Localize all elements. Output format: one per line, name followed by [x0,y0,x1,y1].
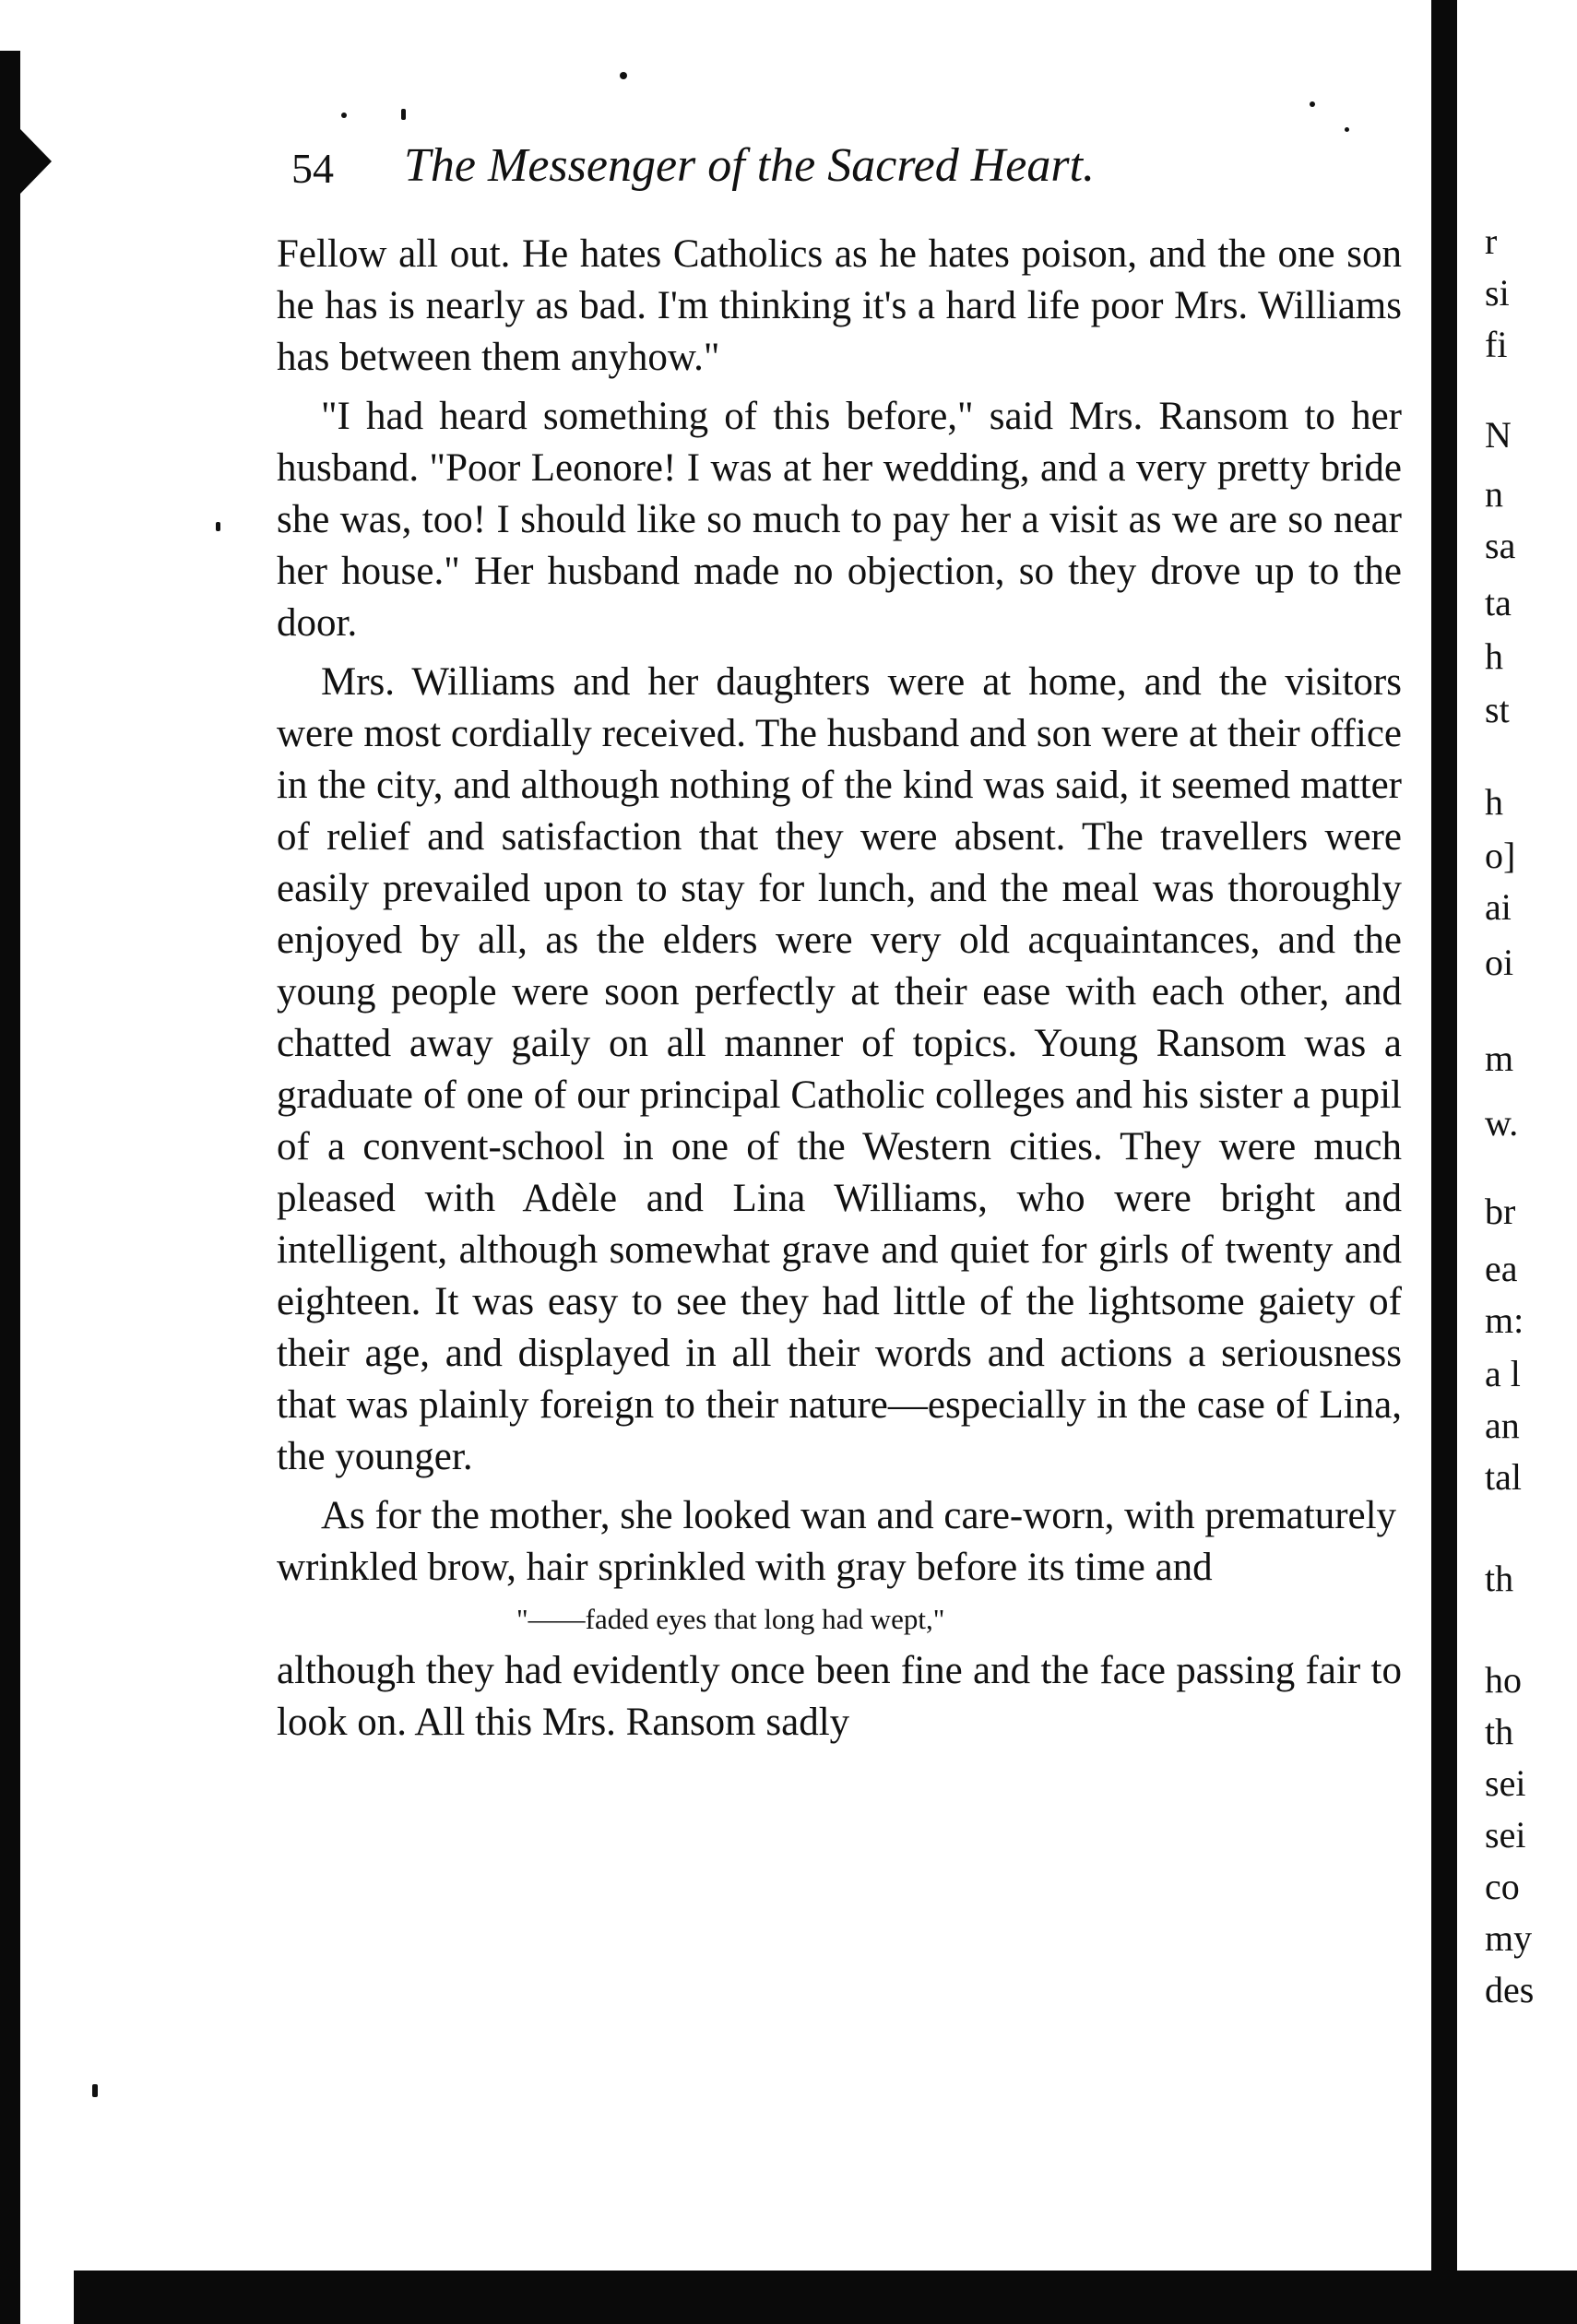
book-gutter [1431,0,1457,2278]
margin-fragment: w. [1485,1102,1519,1144]
margin-fragment: th [1485,1558,1514,1599]
margin-fragment: br [1485,1191,1516,1232]
margin-fragment: h [1485,635,1503,677]
margin-fragment: my [1485,1917,1533,1959]
paragraph: "I had heard something of this before," said Mrs. Ransom to her husband. "Poor Leonore! I was at her wedding, and a very pretty bride she was, too! I should like so much to pay her a visit as we are so near her house." Her husband made no objection, so they drove up to the door. [277,395,1402,645]
margin-fragment: an [1485,1405,1520,1446]
page-header [277,138,1402,203]
book-page [277,138,1402,1756]
scan-speck [92,2084,98,2097]
margin-fragment: oi [1485,942,1514,983]
scan-speck [620,72,627,79]
scan-speck [216,522,220,531]
page-number: 54 [291,145,334,192]
margin-fragment: sei [1485,1814,1526,1856]
margin-fragment: m [1485,1038,1514,1079]
margin-fragment: ho [1485,1659,1522,1701]
scan-edge-notch [20,129,52,194]
body-text [277,229,1402,1749]
margin-fragment: st [1485,689,1510,730]
scan-speck [1310,101,1315,107]
margin-fragment: th [1485,1711,1514,1752]
margin-fragment: m: [1485,1299,1524,1341]
margin-fragment: ea [1485,1248,1518,1289]
margin-fragment: fi [1485,324,1508,365]
paragraph: Mrs. Williams and her daughters were at home, and the visitors were most cordially received. The husband and son were at their office in the city, and although nothing of the kind was said, it seemed matter of relief and satisfaction that they were absent. The travellers were easily prevailed upon to stay for lunch, and the meal was thoroughly enjoyed by all, as the elders were very old acquaintances, and the young people were soon perfectly at their ease with each other, and chatted away gaily on all manner of topics. Young Ransom was a graduate of one of our principal Catholic colleges and his sister a pupil of a convent-school in one of the Western cities. They were much pleased with Adèle and Lina Williams, who were bright and intelligent, although somewhat grave and quiet for girls of twenty and eighteen. It was easy to see they had little of the lightsome gaiety of their age, and displayed in all their words and actions a seriousness that was plainly foreign to their nature—especially in the case of Lina, the younger. [277,660,1402,1478]
running-title: The Messenger of the Sacred Heart. [404,139,1096,192]
margin-fragment: h [1485,781,1503,823]
margin-fragment: a l [1485,1353,1521,1394]
margin-fragment: ta [1485,582,1512,623]
paragraph: although they had evidently once been fine and the face passing fair to look on. All this Mrs. Ransom sadly [277,1649,1402,1744]
margin-fragment: si [1485,272,1510,314]
margin-fragment: o] [1485,835,1516,876]
scan-edge-left [0,51,20,2324]
quotation: "——faded eyes that long had wept," [516,1603,945,1635]
margin-fragment: sei [1485,1762,1526,1804]
scan-speck [341,113,347,118]
scan-speck [1345,127,1349,132]
margin-fragment: des [1485,1969,1535,2010]
margin-fragment: N [1485,414,1512,456]
margin-fragment: ai [1485,886,1512,928]
scan-edge-bottom [74,2271,1577,2324]
margin-fragment: co [1485,1866,1520,1907]
paragraph: As for the mother, she looked wan and care-worn, with prematurely wrinkled brow, hair sprinkled with gray before its time and [277,1494,1397,1589]
margin-fragment: n [1485,473,1503,515]
margin-fragment: sa [1485,525,1516,566]
margin-fragment: tal [1485,1456,1522,1498]
margin-fragment: r [1485,220,1498,262]
paragraph: Fellow all out. He hates Catholics as he hates poison, and the one son he has is nearly as bad. I'm thinking it's a hard life poor Mrs. Williams has between them anyhow." [277,232,1402,379]
scan-speck [401,109,406,120]
